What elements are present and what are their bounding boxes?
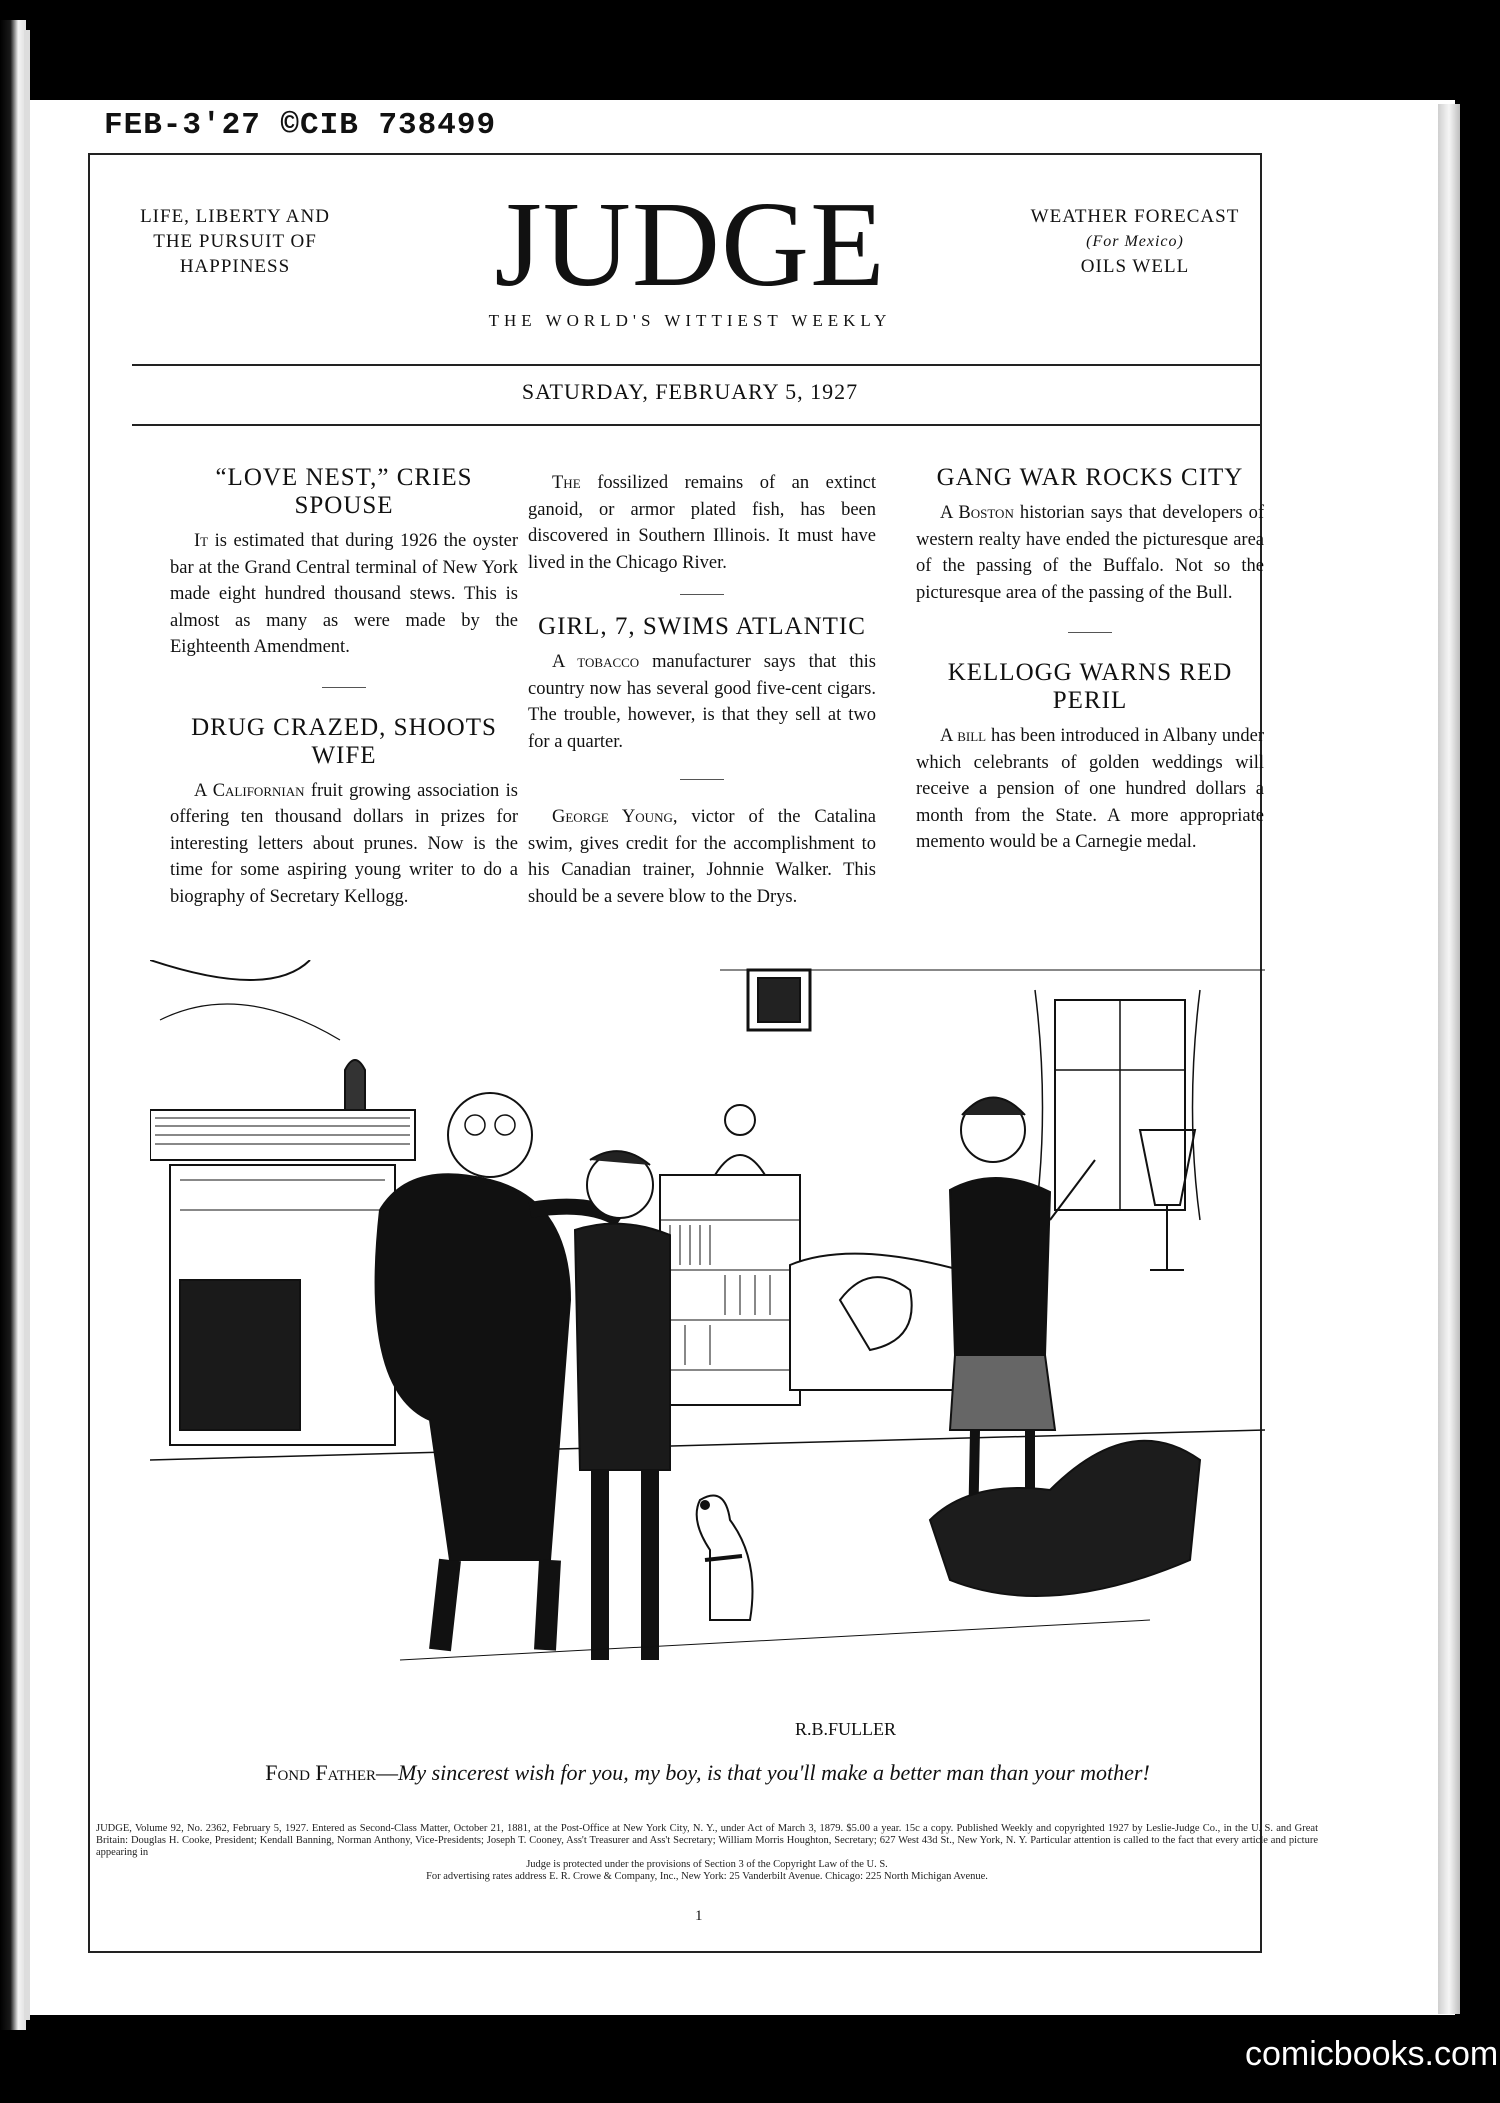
- article-text: victor of the Catalina swim, gives credit for the accomplishment to his Canadian trainer, Johnnie Walker. This should be a severe blow to the Drys.: [528, 807, 876, 907]
- headline: GIRL, 7, SWIMS ATLANTIC: [538, 613, 866, 640]
- column-divider: [322, 687, 366, 688]
- article-paragraph: [170, 528, 518, 661]
- article-paragraph: [916, 723, 1264, 856]
- cartoon-caption: [150, 1760, 1265, 1786]
- column-left: [170, 464, 518, 910]
- column-right: [916, 464, 1264, 856]
- imprint-line: For advertising rates address E. R. Crowe & Company, Inc., New York: 25 Vanderbilt Avenue. Chicago: 225 North Michigan Avenue.: [426, 1871, 988, 1882]
- headline: KELLOGG WARNS RED PERIL: [947, 659, 1233, 714]
- right-ear-line: OILS WELL: [1080, 256, 1190, 277]
- right-ear-line: WEATHER FORECAST: [1030, 206, 1240, 227]
- headline: DRUG CRAZED, SHOOTS WIFE: [191, 713, 497, 769]
- article-text: manufacturer says that this country now has several good five-cent cigars. The trouble, however, is that they sell at two for a quarter.: [528, 652, 877, 752]
- column-divider: [1068, 632, 1112, 633]
- imprint-line: JUDGE, Volume 92, No. 2362, February 5, 1927. Entered as Second-Class Matter, October 21, 1881, at the Post-Office at New York City, N. Y., under Act of March 3, 1879. $5.00 a year. 15c a copy. Published Weekly and copyrighted 1927 by Leslie-Judge Co., in the U. S. and Great Britain: Douglas H. Cooke, President; Kendall Banning, Norman Anthony, Vice-Presidents; Joseph T. Cooney, Ass't Treasurer and Ass't Secretary; William Morris Houghton, Secretary; 627 West 43d St., New York, N. Y. Particular attention is called to the fact that every article and picture appearing in: [96, 1823, 1318, 1858]
- lead-word: It: [194, 531, 209, 551]
- issue-date: SATURDAY, FEBRUARY 5, 1927: [521, 379, 859, 404]
- right-ear-subline: (For Mexico): [1086, 233, 1184, 250]
- copyright-stamp: FEB-3'27 ©CIB 738499: [104, 108, 497, 143]
- article-paragraph: [528, 470, 876, 576]
- left-ear-line: HAPPINESS: [179, 256, 291, 277]
- imprint-line: Judge is protected under the provisions of Section 3 of the Copyright Law of the U. S.: [526, 1859, 888, 1870]
- article-paragraph: [916, 500, 1264, 606]
- headline: GANG WAR ROCKS CITY: [936, 464, 1244, 491]
- publication-imprint: [96, 1823, 1318, 1883]
- lead-word: A Californian: [194, 780, 305, 801]
- article-paragraph: [528, 804, 876, 910]
- page-number: 1: [695, 1908, 703, 1924]
- cartoon-illustration: [150, 960, 1265, 1760]
- article-text: has been introduced in Albany under which celebrants of golden weddings will receive a pension of one hundred dollars a month from the State. A more appropriate memento would be a Carnegie medal.: [916, 726, 1264, 852]
- scan-right-page-edge: [1438, 104, 1460, 2014]
- masthead-title: JUDGE: [494, 177, 886, 312]
- column-middle: [528, 470, 876, 910]
- scan-binding-edge: [0, 20, 26, 2030]
- article-paragraph: [170, 778, 518, 911]
- headline: “LOVE NEST,” CRIES SPOUSE: [215, 464, 473, 519]
- caption-quote: My sincerest wish for you, my boy, is that you'll make a better man than your mother!: [398, 1760, 1150, 1785]
- lead-word: A tobacco: [552, 652, 640, 672]
- masthead-right-ear: [1010, 204, 1260, 279]
- lead-word: The: [552, 473, 581, 493]
- artist-signature: R.B.FULLER: [795, 1719, 897, 1739]
- masthead-tagline: THE WORLD'S WITTIEST WEEKLY: [488, 311, 892, 330]
- article-text: historian says that developers of western realty have ended the picturesque area of the passing of the Buffalo. Not so the picturesque area of the passing of the Bull.: [916, 503, 1265, 603]
- left-ear-line: THE PURSUIT OF: [153, 231, 317, 252]
- lead-word: George Young,: [552, 807, 678, 827]
- masthead-rule-bottom: [132, 424, 1260, 426]
- article-text: is estimated that during 1926 the oyster bar at the Grand Central terminal of New York made eight hundred thousand stews. This is almost as many as were made by the Eighteenth Amendment.: [170, 531, 518, 657]
- article-text: fossilized remains of an extinct ganoid, or armor plated fish, has been discovered in Southern Illinois. It must have lived in the Chicago River.: [528, 473, 877, 573]
- lead-word: A bill: [940, 726, 987, 746]
- column-divider: [680, 779, 724, 780]
- article-text: fruit growing association is offering ten thousand dollars in prizes for interesting letters about prunes. Now is the time for some aspiring young writer to do a biography of Secretary Kellogg.: [170, 780, 519, 907]
- lead-word: A Boston: [940, 503, 1014, 523]
- caption-speaker: Fond Father—: [265, 1760, 399, 1785]
- source-watermark: comicbooks.com: [1245, 2035, 1499, 2073]
- masthead-left-ear: [110, 204, 360, 279]
- masthead-rule-top: [132, 364, 1260, 366]
- column-divider: [680, 594, 724, 595]
- left-ear-line: LIFE, LIBERTY AND: [140, 206, 330, 227]
- article-paragraph: [528, 649, 876, 755]
